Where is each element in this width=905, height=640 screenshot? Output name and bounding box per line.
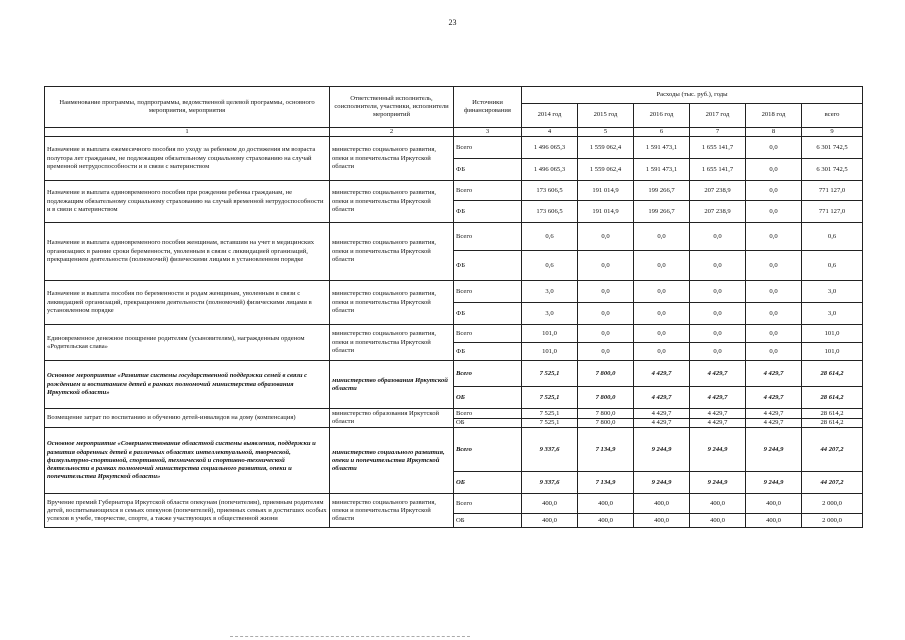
activity-name: Возмещение затрат по воспитанию и обучению детей-инвалидов на дому (компенсация) [45,409,330,428]
year-value: 9 244,9 [690,428,746,472]
footer-line [230,636,470,637]
year-value: 4 429,7 [746,409,802,419]
total-value: 2 000,0 [802,494,863,514]
year-value: 400,0 [578,494,634,514]
year-value: 4 429,7 [690,361,746,387]
column-number: 2 [330,128,454,137]
header-total: всего [802,104,863,128]
total-value: 28 614,2 [802,409,863,419]
column-numbers-row [45,128,863,137]
year-value: 0,0 [746,159,802,181]
table-row [45,181,863,201]
funding-source: ФБ [454,159,522,181]
year-value: 9 244,9 [746,472,802,494]
responsible-executor: министерство социального развития, опеки и попечительства Иркутской области [330,181,454,223]
table-row [45,361,863,387]
header-year: 2014 год [522,104,578,128]
year-value: 7 525,1 [522,387,578,409]
budget-table [44,86,863,528]
header-source: Источники финансирования [454,87,522,128]
table-row [45,137,863,159]
total-value: 0,6 [802,223,863,251]
year-value: 4 429,7 [634,387,690,409]
activity-name: Назначение и выплата единовременного пособия женщинам, вставшим на учет в медицинских организациях в ранние сроки беременности, уволенным в связи с ликвидацией организаций, прекращением деятельности (полномочий) физическими лицами в установленном порядке [45,223,330,281]
activity-name: Основное мероприятие «Развитие системы государственной поддержки семей в связи с рождением и воспитанием детей в рамках полномочий министерства образования Иркутской области» [45,361,330,409]
year-value: 9 337,6 [522,472,578,494]
year-value: 173 606,5 [522,201,578,223]
year-value: 0,0 [578,303,634,325]
header-year: 2015 год [578,104,634,128]
year-value: 0,0 [746,251,802,281]
year-value: 400,0 [522,514,578,528]
table-body [45,137,863,528]
total-value: 44 207,2 [802,472,863,494]
year-value: 0,0 [746,303,802,325]
responsible-executor: министерство образования Иркутской области [330,409,454,428]
year-value: 1 655 141,7 [690,137,746,159]
year-value: 0,0 [578,251,634,281]
year-value: 400,0 [690,514,746,528]
year-value: 101,0 [522,343,578,361]
year-value: 4 429,7 [746,387,802,409]
year-value: 4 429,7 [634,361,690,387]
year-value: 7 800,0 [578,387,634,409]
total-value: 3,0 [802,303,863,325]
year-value: 3,0 [522,281,578,303]
year-value: 7 525,1 [522,419,578,428]
year-value: 0,0 [690,223,746,251]
year-value: 400,0 [746,514,802,528]
page-number: 23 [448,18,457,27]
funding-source: Всего [454,325,522,343]
total-value: 771 127,0 [802,181,863,201]
responsible-executor: министерство социального развития, опеки и попечительства Иркутской области [330,325,454,361]
funding-source: Всего [454,181,522,201]
column-number: 8 [746,128,802,137]
year-value: 9 244,9 [634,472,690,494]
year-value: 1 591 473,1 [634,159,690,181]
column-number: 1 [45,128,330,137]
funding-source: ФБ [454,251,522,281]
column-number: 6 [634,128,690,137]
responsible-executor: министерство социального развития, опеки и попечительства Иркутской области [330,137,454,181]
total-value: 2 000,0 [802,514,863,528]
year-value: 0,0 [634,303,690,325]
table-row [45,325,863,343]
year-value: 0,0 [578,281,634,303]
column-number: 4 [522,128,578,137]
year-value: 1 559 062,4 [578,137,634,159]
year-value: 0,6 [522,223,578,251]
column-number: 3 [454,128,522,137]
header-expenses: Расходы (тыс. руб.), годы [522,87,863,104]
year-value: 199 266,7 [634,181,690,201]
year-value: 0,0 [634,251,690,281]
header-year: 2016 год [634,104,690,128]
year-value: 4 429,7 [690,419,746,428]
year-value: 0,0 [634,325,690,343]
funding-source: Всего [454,137,522,159]
total-value: 6 301 742,5 [802,159,863,181]
year-value: 1 559 062,4 [578,159,634,181]
table-row [45,223,863,251]
year-value: 9 244,9 [746,428,802,472]
year-value: 0,0 [746,137,802,159]
funding-source: Всего [454,428,522,472]
responsible-executor: министерство социального развития, опеки и попечительства Иркутской области [330,494,454,528]
year-value: 7 800,0 [578,419,634,428]
year-value: 207 238,9 [690,201,746,223]
total-value: 28 614,2 [802,387,863,409]
funding-source: ФБ [454,303,522,325]
header-name: Наименование программы, подпрограммы, ведомственной целевой программы, основного мероприятия, мероприятия [45,87,330,128]
table-row [45,494,863,514]
funding-source: Всего [454,281,522,303]
funding-source: ФБ [454,201,522,223]
year-value: 7 800,0 [578,409,634,419]
funding-source: ОБ [454,419,522,428]
funding-source: Всего [454,494,522,514]
total-value: 6 301 742,5 [802,137,863,159]
year-value: 1 655 141,7 [690,159,746,181]
total-value: 771 127,0 [802,201,863,223]
year-value: 4 429,7 [634,409,690,419]
funding-source: ФБ [454,343,522,361]
year-value: 4 429,7 [746,361,802,387]
year-value: 0,0 [634,281,690,303]
total-value: 28 614,2 [802,419,863,428]
year-value: 4 429,7 [690,387,746,409]
year-value: 0,0 [690,251,746,281]
funding-source: ОБ [454,472,522,494]
header-responsible: Ответственный исполнитель, соисполнители, участники, исполнители мероприятий [330,87,454,128]
total-value: 101,0 [802,343,863,361]
year-value: 4 429,7 [634,419,690,428]
year-value: 7 134,9 [578,428,634,472]
funding-source: Всего [454,361,522,387]
year-value: 1 496 065,3 [522,137,578,159]
total-value: 3,0 [802,281,863,303]
total-value: 28 614,2 [802,361,863,387]
total-value: 0,6 [802,251,863,281]
year-value: 0,0 [578,223,634,251]
year-value: 191 014,9 [578,181,634,201]
year-value: 101,0 [522,325,578,343]
year-value: 0,0 [690,325,746,343]
year-value: 0,0 [746,281,802,303]
year-value: 7 800,0 [578,361,634,387]
year-value: 9 337,6 [522,428,578,472]
year-value: 0,0 [690,343,746,361]
year-value: 400,0 [578,514,634,528]
year-value: 0,0 [746,181,802,201]
year-value: 1 591 473,1 [634,137,690,159]
responsible-executor: министерство образования Иркутской области [330,361,454,409]
total-value: 44 207,2 [802,428,863,472]
year-value: 0,0 [746,223,802,251]
activity-name: Вручение премий Губернатора Иркутской области опекунам (попечителям), приемным родителям детей, воспитывающихся в семьях опекунов (попечителей), приемных семьях и достигших особых успехов в учебе, творчестве, спорте, а также участвующих в общественной жизни [45,494,330,528]
year-value: 9 244,9 [634,428,690,472]
year-value: 191 014,9 [578,201,634,223]
year-value: 400,0 [690,494,746,514]
responsible-executor: министерство социального развития, опеки и попечительства Иркутской области [330,281,454,325]
responsible-executor: министерство социального развития, опеки и попечительства Иркутской области [330,223,454,281]
year-value: 9 244,9 [690,472,746,494]
activity-name: Назначение и выплата пособия по беременности и родам женщинам, уволенным в связи с ликвидацией организаций, прекращением деятельности (полномочий) физическими лицами в установленном порядке [45,281,330,325]
year-value: 0,0 [634,343,690,361]
year-value: 0,0 [746,343,802,361]
year-value: 7 525,1 [522,409,578,419]
column-number: 7 [690,128,746,137]
year-value: 4 429,7 [746,419,802,428]
year-value: 0,0 [578,343,634,361]
year-value: 400,0 [522,494,578,514]
activity-name: Основное мероприятие «Совершенствование областной системы выявления, поддержки и развития одаренных детей в различных областях интеллектуальной, творческой, физкультурно-спортивной, спортивной, технической и спортивно-технической деятельности в рамках полномочий министерства социального развития, опеки и попечительства Иркутской области» [45,428,330,494]
year-value: 400,0 [634,494,690,514]
table-row [45,409,863,419]
column-number: 5 [578,128,634,137]
year-value: 207 238,9 [690,181,746,201]
year-value: 0,0 [746,201,802,223]
table-row [45,428,863,472]
activity-name: Назначение и выплата ежемесячного пособия по уходу за ребенком до достижения им возраста полутора лет гражданам, не подлежащим обязательному социальному страхованию на случай временной нетрудоспособности и в связи с материнством [45,137,330,181]
funding-source: ОБ [454,387,522,409]
year-value: 0,6 [522,251,578,281]
year-value: 1 496 065,3 [522,159,578,181]
funding-source: Всего [454,409,522,419]
activity-name: Единовременное денежное поощрение родителям (усыновителям), награжденным орденом «Родительская слава» [45,325,330,361]
year-value: 400,0 [746,494,802,514]
year-value: 3,0 [522,303,578,325]
header-year: 2018 год [746,104,802,128]
year-value: 7 525,1 [522,361,578,387]
year-value: 0,0 [690,281,746,303]
year-value: 0,0 [746,325,802,343]
column-number: 9 [802,128,863,137]
year-value: 199 266,7 [634,201,690,223]
year-value: 400,0 [634,514,690,528]
funding-source: ОБ [454,514,522,528]
header-year: 2017 год [690,104,746,128]
year-value: 0,0 [634,223,690,251]
activity-name: Назначение и выплата единовременного пособия при рождении ребенка гражданам, не подлежащим обязательному социальному страхованию на случай временной нетрудоспособности и в связи с материнством [45,181,330,223]
total-value: 101,0 [802,325,863,343]
year-value: 4 429,7 [690,409,746,419]
year-value: 7 134,9 [578,472,634,494]
responsible-executor: министерство социального развития, опеки и попечительства Иркутской области [330,428,454,494]
table-row [45,281,863,303]
year-value: 173 606,5 [522,181,578,201]
funding-source: Всего [454,223,522,251]
year-value: 0,0 [690,303,746,325]
year-value: 0,0 [578,325,634,343]
